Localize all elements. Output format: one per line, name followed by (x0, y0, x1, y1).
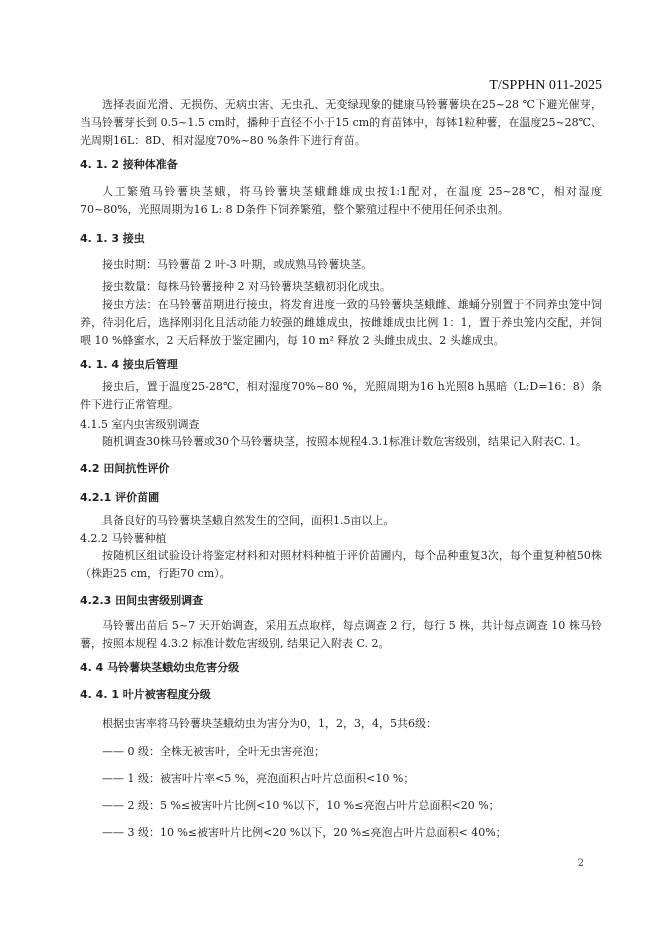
planting-paragraph: 按随机区组试验设计将鉴定材料和对照材料种植于评价苗圃内，每个品种重复3次，每个重复种植50株（株距25 cm，行距70 cm）。 (80, 549, 602, 580)
inoculation-method-paragraph: 接虫方法：在马铃薯苗期进行接虫，将发育进度一致的马铃薯块茎蛾雌、雄蛹分别置于不同养虫笼中饲养，待羽化后，选择刚羽化且活动能力较强的雌雄成虫，按雌雄成虫比例 1：1，置于养虫笼内交配，并饲喂 10 %蜂蜜水，2 天后释放于鉴定圃内，每 10 m² 释放 2 头雌虫成虫、2 头雄成虫。 (80, 298, 602, 347)
section-heading-4-2: 4.2 田间抗性评价 (80, 462, 170, 475)
inoculation-amount-paragraph: 接虫数量：每株马铃薯接种 2 对马铃薯块茎蛾初羽化成虫。 (102, 280, 391, 293)
post-inoculation-paragraph: 接虫后，置于温度25-28℃，相对湿度70%~80 %，光照周期为16 h光照8 h黑暗（L:D=16：8）条件下进行正常管理。 (80, 380, 602, 411)
field-survey-paragraph: 马铃薯出苗后 5~7 天开始调查，采用五点取样，每点调查 2 行，每行 5 株，共计每点调查 10 株马铃薯，按照本规程 4.3.2 标准计数危害级别, 结果记入附表 C. 2。 (80, 619, 602, 650)
inoculation-time-paragraph: 接虫时期：马铃薯苗 2 叶-3 叶期，或成熟马铃薯块茎。 (102, 258, 373, 271)
section-heading-4-1-5: 4.1.5 室内虫害级别调查 (80, 418, 200, 431)
intro-paragraph: 选择表面光滑、无损伤、无病虫害、无虫孔、无变绿现象的健康马铃薯薯块在25~28 ℃下避光催芽，当马铃薯芽长到 0.5~1.5 cm时，播种于直径不小于15 cm的育苗钵中，每钵1粒种薯，在温度25~28℃、光周期16L：8D、相对湿度70%~80 %条件下进行育苗。 (80, 98, 602, 147)
section-heading-4-2-3: 4.2.3 田间虫害级别调查 (80, 594, 204, 607)
indoor-survey-paragraph: 随机调查30株马铃薯或30个马铃薯块茎，按照本规程4.3.1标准计数危害级别，结果记入附表C. 1。 (102, 435, 587, 448)
nursery-paragraph: 具备良好的马铃薯块茎蛾自然发生的空间，面积1.5亩以上。 (102, 514, 395, 527)
section-heading-4-2-1: 4.2.1 评价苗圃 (80, 491, 160, 504)
grade-item: —— 1 级：被害叶片率<5 %，亮泡面积占叶片总面积<10 %； (102, 772, 415, 785)
grade-item: —— 0 级：全株无被害叶，全叶无虫害亮泡； (102, 745, 325, 758)
document-code: T/SPPHN 011-2025 (489, 78, 602, 93)
section-heading-4-2-2: 4.2.2 马铃薯种植 (80, 532, 167, 545)
section-heading-4-1-3: 4. 1. 3 接虫 (80, 232, 145, 245)
grading-intro-paragraph: 根据虫害率将马铃薯块茎蛾幼虫为害分为0，1，2，3，4，5共6级： (102, 717, 437, 730)
section-heading-4-4: 4. 4 马铃薯块茎蛾幼虫危害分级 (80, 661, 240, 674)
section-heading-4-4-1: 4. 4. 1 叶片被害程度分级 (80, 688, 211, 701)
section-heading-4-1-2: 4. 1. 2 接种体准备 (80, 158, 178, 171)
page-number: 2 (577, 858, 584, 869)
grade-item: —— 2 级：5 %≤被害叶片比例<10 %以下，10 %≤亮泡占叶片总面积<20 %； (102, 799, 500, 812)
inoculum-paragraph: 人工繁殖马铃薯块茎蛾，将马铃薯块茎蛾雌雄成虫按1:1配对，在温度 25~28℃，相对湿度 70~80%，光照周期为16 L: 8 D条件下饲养繁殖，整个繁殖过程中不使用任何杀虫剂。 (80, 185, 602, 216)
grade-item: —— 3 级：10 %≤被害叶片比例<20 %以下，20 %≤亮泡占叶片总面积< 40%； (102, 826, 507, 839)
section-heading-4-1-4: 4. 1. 4 接虫后管理 (80, 358, 178, 371)
